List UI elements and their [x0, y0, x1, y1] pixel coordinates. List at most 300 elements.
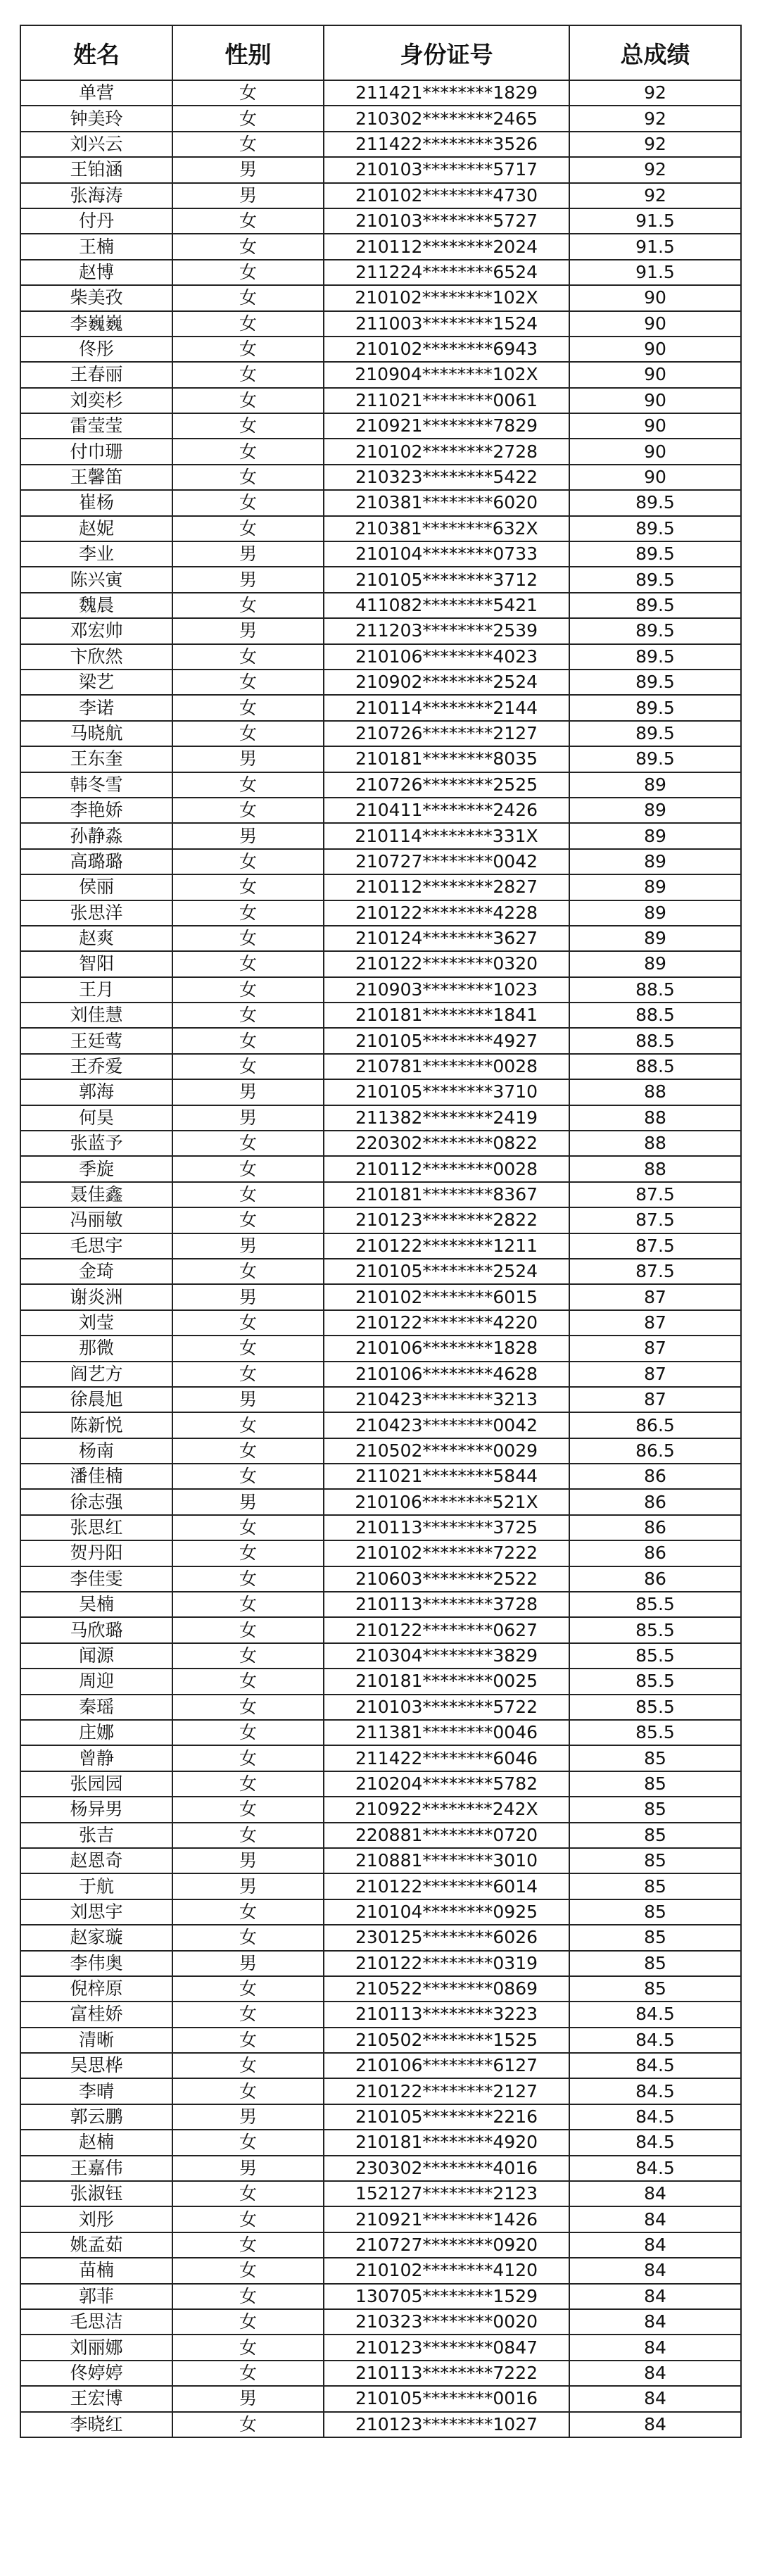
cell-total-score: 87: [569, 1336, 741, 1361]
cell-id-number: 210103********5727: [324, 208, 569, 234]
cell-total-score: 87.5: [569, 1207, 741, 1233]
cell-id-number: 152127********2123: [324, 2181, 569, 2206]
cell-name: 秦瑶: [20, 1695, 172, 1720]
cell-name: 张淑钰: [20, 2181, 172, 2206]
cell-id-number: 210103********5722: [324, 1695, 569, 1720]
table-row: [20, 260, 741, 285]
cell-name: 张思红: [20, 1515, 172, 1540]
cell-total-score: 89: [569, 772, 741, 798]
cell-id-number: 210106********521X: [324, 1489, 569, 1514]
cell-total-score: 86.5: [569, 1412, 741, 1438]
cell-name: 毛思宇: [20, 1233, 172, 1259]
table-row: [20, 285, 741, 310]
cell-gender: 女: [172, 1310, 324, 1336]
cell-total-score: 85: [569, 1951, 741, 1976]
cell-total-score: 86: [569, 1515, 741, 1540]
cell-id-number: 210122********4220: [324, 1310, 569, 1336]
cell-gender: 女: [172, 1592, 324, 1617]
cell-name: 张海涛: [20, 183, 172, 208]
table-row: [20, 977, 741, 1003]
cell-id-number: 210106********1828: [324, 1336, 569, 1361]
cell-name: 王宏博: [20, 2386, 172, 2411]
table-row: [20, 157, 741, 182]
table-row: [20, 106, 741, 131]
cell-gender: 女: [172, 1566, 324, 1592]
cell-total-score: 88: [569, 1079, 741, 1105]
table-row: [20, 618, 741, 643]
cell-id-number: 210181********8367: [324, 1182, 569, 1207]
cell-gender: 女: [172, 1464, 324, 1489]
cell-gender: 男: [172, 1284, 324, 1309]
cell-name: 阎艺方: [20, 1362, 172, 1387]
cell-name: 张园园: [20, 1771, 172, 1797]
cell-name: 梁艺: [20, 670, 172, 695]
cell-gender: 女: [172, 80, 324, 106]
cell-total-score: 89.5: [569, 541, 741, 567]
table-row: [20, 2284, 741, 2309]
table-row: [20, 874, 741, 900]
cell-name: 邓宏帅: [20, 618, 172, 643]
cell-id-number: 210122********2127: [324, 2078, 569, 2104]
cell-gender: 女: [172, 2309, 324, 2335]
table-row: [20, 208, 741, 234]
cell-total-score: 88: [569, 1131, 741, 1156]
cell-total-score: 89: [569, 951, 741, 976]
cell-gender: 女: [172, 311, 324, 337]
cell-name: 刘兴云: [20, 132, 172, 157]
cell-gender: 男: [172, 2104, 324, 2130]
cell-name: 苗楠: [20, 2258, 172, 2283]
cell-id-number: 210181********8035: [324, 746, 569, 772]
cell-gender: 女: [172, 362, 324, 387]
cell-gender: 女: [172, 2284, 324, 2309]
cell-id-number: 210102********102X: [324, 285, 569, 310]
cell-name: 王馨笛: [20, 465, 172, 490]
cell-id-number: 210123********2822: [324, 1207, 569, 1233]
cell-name: 张吉: [20, 1823, 172, 1848]
cell-total-score: 84: [569, 2412, 741, 2437]
table-row: [20, 1412, 741, 1438]
cell-id-number: 210302********2465: [324, 106, 569, 131]
cell-name: 李佳雯: [20, 1566, 172, 1592]
cell-gender: 女: [172, 337, 324, 362]
score-table: [20, 25, 742, 2438]
cell-gender: 女: [172, 1669, 324, 1694]
cell-gender: 女: [172, 849, 324, 874]
cell-gender: 女: [172, 1182, 324, 1207]
cell-id-number: 210122********1211: [324, 1233, 569, 1259]
cell-name: 杨异男: [20, 1797, 172, 1822]
cell-name: 潘佳楠: [20, 1464, 172, 1489]
cell-id-number: 210102********4730: [324, 183, 569, 208]
cell-id-number: 211382********2419: [324, 1105, 569, 1131]
cell-total-score: 84.5: [569, 2156, 741, 2181]
cell-gender: 女: [172, 1976, 324, 2002]
table-row: [20, 132, 741, 157]
cell-name: 郭云鹏: [20, 2104, 172, 2130]
cell-gender: 女: [172, 1540, 324, 1566]
cell-name: 王月: [20, 977, 172, 1003]
cell-id-number: 210304********3829: [324, 1643, 569, 1669]
cell-gender: 女: [172, 132, 324, 157]
cell-id-number: 220302********0822: [324, 1131, 569, 1156]
table-row: [20, 1643, 741, 1669]
cell-name: 贺丹阳: [20, 1540, 172, 1566]
cell-gender: 男: [172, 1387, 324, 1412]
table-row: [20, 1003, 741, 1028]
cell-total-score: 89: [569, 874, 741, 900]
table-row: [20, 2386, 741, 2411]
cell-total-score: 91.5: [569, 260, 741, 285]
cell-gender: 女: [172, 644, 324, 670]
cell-total-score: 90: [569, 388, 741, 413]
table-row: [20, 721, 741, 746]
cell-total-score: 88.5: [569, 977, 741, 1003]
table-row: [20, 1105, 741, 1131]
cell-name: 赵家璇: [20, 1925, 172, 1950]
table-row: [20, 1823, 741, 1848]
cell-gender: 女: [172, 2053, 324, 2078]
cell-id-number: 210112********2024: [324, 234, 569, 259]
table-row: [20, 413, 741, 439]
cell-total-score: 85: [569, 1823, 741, 1848]
cell-name: 赵楠: [20, 2130, 172, 2155]
cell-name: 周迎: [20, 1669, 172, 1694]
cell-name: 金琦: [20, 1259, 172, 1284]
cell-name: 陈新悦: [20, 1412, 172, 1438]
cell-id-number: 211422********6046: [324, 1745, 569, 1771]
table-row: [20, 2104, 741, 2130]
table-row: [20, 593, 741, 618]
cell-total-score: 85: [569, 1848, 741, 1873]
cell-id-number: 210423********3213: [324, 1387, 569, 1412]
table-row: [20, 1259, 741, 1284]
cell-total-score: 90: [569, 439, 741, 464]
cell-gender: 男: [172, 746, 324, 772]
cell-total-score: 92: [569, 183, 741, 208]
table-row: [20, 1028, 741, 1053]
cell-id-number: 210502********0029: [324, 1438, 569, 1464]
cell-id-number: 210113********3725: [324, 1515, 569, 1540]
cell-id-number: 210727********0042: [324, 849, 569, 874]
cell-total-score: 91.5: [569, 208, 741, 234]
cell-total-score: 85: [569, 1745, 741, 1771]
cell-total-score: 90: [569, 285, 741, 310]
cell-gender: 男: [172, 2386, 324, 2411]
cell-gender: 女: [172, 516, 324, 541]
cell-id-number: 210105********2216: [324, 2104, 569, 2130]
cell-total-score: 85: [569, 1899, 741, 1925]
cell-total-score: 89: [569, 926, 741, 951]
cell-id-number: 210106********4023: [324, 644, 569, 670]
table-row: [20, 1669, 741, 1694]
table-row: [20, 1797, 741, 1822]
table-row: [20, 2130, 741, 2155]
cell-name: 清晰: [20, 2028, 172, 2053]
cell-name: 王春丽: [20, 362, 172, 387]
table-row: [20, 2078, 741, 2104]
cell-id-number: 210113********7222: [324, 2361, 569, 2386]
cell-gender: 女: [172, 874, 324, 900]
cell-total-score: 85.5: [569, 1695, 741, 1720]
cell-id-number: 210122********6014: [324, 1873, 569, 1899]
cell-gender: 女: [172, 1207, 324, 1233]
table-row: [20, 2181, 741, 2206]
cell-gender: 女: [172, 1925, 324, 1950]
cell-name: 刘思宇: [20, 1899, 172, 1925]
cell-gender: 女: [172, 798, 324, 823]
cell-name: 王嘉伟: [20, 2156, 172, 2181]
cell-id-number: 230125********6026: [324, 1925, 569, 1950]
cell-id-number: 210105********3710: [324, 1079, 569, 1105]
cell-total-score: 84: [569, 2284, 741, 2309]
cell-name: 赵妮: [20, 516, 172, 541]
table-row: [20, 567, 741, 592]
cell-id-number: 210904********102X: [324, 362, 569, 387]
cell-id-number: 210102********2728: [324, 439, 569, 464]
cell-name: 佟彤: [20, 337, 172, 362]
cell-total-score: 87: [569, 1310, 741, 1336]
cell-total-score: 88: [569, 1105, 741, 1131]
cell-name: 季旋: [20, 1156, 172, 1181]
table-row: [20, 234, 741, 259]
cell-total-score: 84.5: [569, 2028, 741, 2053]
cell-id-number: 210114********331X: [324, 823, 569, 848]
table-row: [20, 1489, 741, 1514]
cell-total-score: 89.5: [569, 516, 741, 541]
cell-id-number: 210106********4628: [324, 1362, 569, 1387]
table-row: [20, 2309, 741, 2335]
cell-total-score: 84: [569, 2335, 741, 2360]
cell-gender: 男: [172, 567, 324, 592]
cell-gender: 女: [172, 2258, 324, 2283]
cell-name: 徐晨旭: [20, 1387, 172, 1412]
cell-total-score: 90: [569, 362, 741, 387]
cell-id-number: 210921********1426: [324, 2206, 569, 2232]
cell-gender: 女: [172, 670, 324, 695]
cell-name: 李诺: [20, 695, 172, 720]
cell-gender: 男: [172, 1951, 324, 1976]
table-row: [20, 2053, 741, 2078]
cell-gender: 男: [172, 1489, 324, 1514]
cell-id-number: 210922********242X: [324, 1797, 569, 1822]
table-row: [20, 465, 741, 490]
table-row: [20, 1566, 741, 1592]
cell-total-score: 92: [569, 106, 741, 131]
cell-gender: 女: [172, 900, 324, 926]
cell-gender: 女: [172, 234, 324, 259]
header-total-score: 总成绩: [569, 25, 741, 80]
cell-name: 王楠: [20, 234, 172, 259]
table-row: [20, 439, 741, 464]
cell-total-score: 84.5: [569, 2078, 741, 2104]
cell-gender: 女: [172, 926, 324, 951]
cell-name: 赵博: [20, 260, 172, 285]
cell-gender: 女: [172, 695, 324, 720]
cell-name: 卞欣然: [20, 644, 172, 670]
cell-id-number: 130705********1529: [324, 2284, 569, 2309]
cell-total-score: 87.5: [569, 1182, 741, 1207]
header-row: [20, 25, 741, 80]
table-row: [20, 1362, 741, 1387]
cell-id-number: 210122********0320: [324, 951, 569, 976]
cell-gender: 女: [172, 977, 324, 1003]
cell-id-number: 210423********0042: [324, 1412, 569, 1438]
cell-id-number: 210381********632X: [324, 516, 569, 541]
cell-total-score: 89.5: [569, 644, 741, 670]
cell-id-number: 210102********7222: [324, 1540, 569, 1566]
table-row: [20, 183, 741, 208]
cell-name: 孙静淼: [20, 823, 172, 848]
cell-id-number: 230302********4016: [324, 2156, 569, 2181]
cell-total-score: 85.5: [569, 1669, 741, 1694]
cell-name: 韩冬雪: [20, 772, 172, 798]
cell-id-number: 210102********6015: [324, 1284, 569, 1309]
table-row: [20, 2335, 741, 2360]
cell-name: 李晓红: [20, 2412, 172, 2437]
cell-gender: 男: [172, 183, 324, 208]
cell-name: 钟美玲: [20, 106, 172, 131]
score-sheet: [20, 25, 740, 2438]
cell-name: 徐志强: [20, 1489, 172, 1514]
cell-gender: 女: [172, 1156, 324, 1181]
table-row: [20, 1079, 741, 1105]
cell-gender: 女: [172, 2335, 324, 2360]
cell-gender: 女: [172, 2078, 324, 2104]
cell-total-score: 90: [569, 311, 741, 337]
cell-id-number: 210726********2127: [324, 721, 569, 746]
cell-id-number: 210921********7829: [324, 413, 569, 439]
cell-name: 李业: [20, 541, 172, 567]
cell-id-number: 211203********2539: [324, 618, 569, 643]
cell-id-number: 411082********5421: [324, 593, 569, 618]
table-row: [20, 746, 741, 772]
cell-name: 富桂娇: [20, 2002, 172, 2027]
table-row: [20, 1592, 741, 1617]
table-row: [20, 695, 741, 720]
cell-total-score: 84: [569, 2386, 741, 2411]
cell-total-score: 85.5: [569, 1720, 741, 1745]
cell-id-number: 210323********5422: [324, 465, 569, 490]
cell-total-score: 87.5: [569, 1233, 741, 1259]
cell-gender: 女: [172, 1438, 324, 1464]
table-row: [20, 1771, 741, 1797]
cell-total-score: 89: [569, 849, 741, 874]
cell-gender: 女: [172, 593, 324, 618]
table-row: [20, 1848, 741, 1873]
cell-name: 陈兴寅: [20, 567, 172, 592]
table-row: [20, 2002, 741, 2027]
cell-name: 赵爽: [20, 926, 172, 951]
table-row: [20, 2412, 741, 2437]
cell-gender: 男: [172, 1848, 324, 1873]
cell-total-score: 90: [569, 413, 741, 439]
cell-name: 曾静: [20, 1745, 172, 1771]
table-row: [20, 388, 741, 413]
cell-name: 刘丽娜: [20, 2335, 172, 2360]
cell-name: 于航: [20, 1873, 172, 1899]
cell-gender: 女: [172, 1720, 324, 1745]
table-row: [20, 337, 741, 362]
cell-gender: 女: [172, 951, 324, 976]
cell-total-score: 89.5: [569, 593, 741, 618]
cell-name: 王乔爱: [20, 1054, 172, 1079]
cell-gender: 男: [172, 1233, 324, 1259]
cell-id-number: 210603********2522: [324, 1566, 569, 1592]
cell-gender: 女: [172, 1054, 324, 1079]
cell-total-score: 85: [569, 1797, 741, 1822]
cell-name: 马晓航: [20, 721, 172, 746]
table-row: [20, 2156, 741, 2181]
cell-name: 郭菲: [20, 2284, 172, 2309]
table-row: [20, 1054, 741, 1079]
cell-total-score: 91.5: [569, 234, 741, 259]
cell-total-score: 84: [569, 2181, 741, 2206]
cell-name: 魏晨: [20, 593, 172, 618]
cell-total-score: 88.5: [569, 1028, 741, 1053]
cell-name: 聂佳鑫: [20, 1182, 172, 1207]
cell-name: 何昊: [20, 1105, 172, 1131]
cell-gender: 女: [172, 1336, 324, 1361]
cell-gender: 女: [172, 1695, 324, 1720]
cell-name: 倪梓原: [20, 1976, 172, 2002]
cell-id-number: 210123********0847: [324, 2335, 569, 2360]
cell-id-number: 210323********0020: [324, 2309, 569, 2335]
cell-gender: 女: [172, 1515, 324, 1540]
cell-id-number: 210123********1027: [324, 2412, 569, 2437]
cell-id-number: 210122********0627: [324, 1617, 569, 1642]
cell-name: 刘莹: [20, 1310, 172, 1336]
table-row: [20, 900, 741, 926]
table-row: [20, 951, 741, 976]
cell-name: 吴思桦: [20, 2053, 172, 2078]
cell-gender: 女: [172, 2028, 324, 2053]
cell-id-number: 210102********6943: [324, 337, 569, 362]
cell-total-score: 85.5: [569, 1617, 741, 1642]
cell-name: 庄娜: [20, 1720, 172, 1745]
cell-total-score: 90: [569, 337, 741, 362]
cell-id-number: 210104********0925: [324, 1899, 569, 1925]
cell-gender: 男: [172, 541, 324, 567]
cell-name: 王铂涵: [20, 157, 172, 182]
table-row: [20, 926, 741, 951]
header-id-number: 身份证号: [324, 25, 569, 80]
table-row: [20, 1156, 741, 1181]
cell-id-number: 210502********1525: [324, 2028, 569, 2053]
cell-name: 雷莹莹: [20, 413, 172, 439]
cell-gender: 女: [172, 2130, 324, 2155]
cell-gender: 女: [172, 2002, 324, 2027]
table-row: [20, 849, 741, 874]
cell-name: 冯丽敏: [20, 1207, 172, 1233]
table-row: [20, 2361, 741, 2386]
cell-gender: 女: [172, 721, 324, 746]
cell-total-score: 89: [569, 823, 741, 848]
cell-id-number: 211422********3526: [324, 132, 569, 157]
table-row: [20, 772, 741, 798]
cell-gender: 男: [172, 1873, 324, 1899]
cell-name: 王东奎: [20, 746, 172, 772]
table-row: [20, 1182, 741, 1207]
cell-id-number: 210881********3010: [324, 1848, 569, 1873]
table-body: [20, 80, 741, 2437]
cell-name: 闻源: [20, 1643, 172, 1669]
cell-total-score: 89.5: [569, 618, 741, 643]
cell-id-number: 210726********2525: [324, 772, 569, 798]
table-row: [20, 1976, 741, 2002]
table-row: [20, 1617, 741, 1642]
cell-name: 张思洋: [20, 900, 172, 926]
